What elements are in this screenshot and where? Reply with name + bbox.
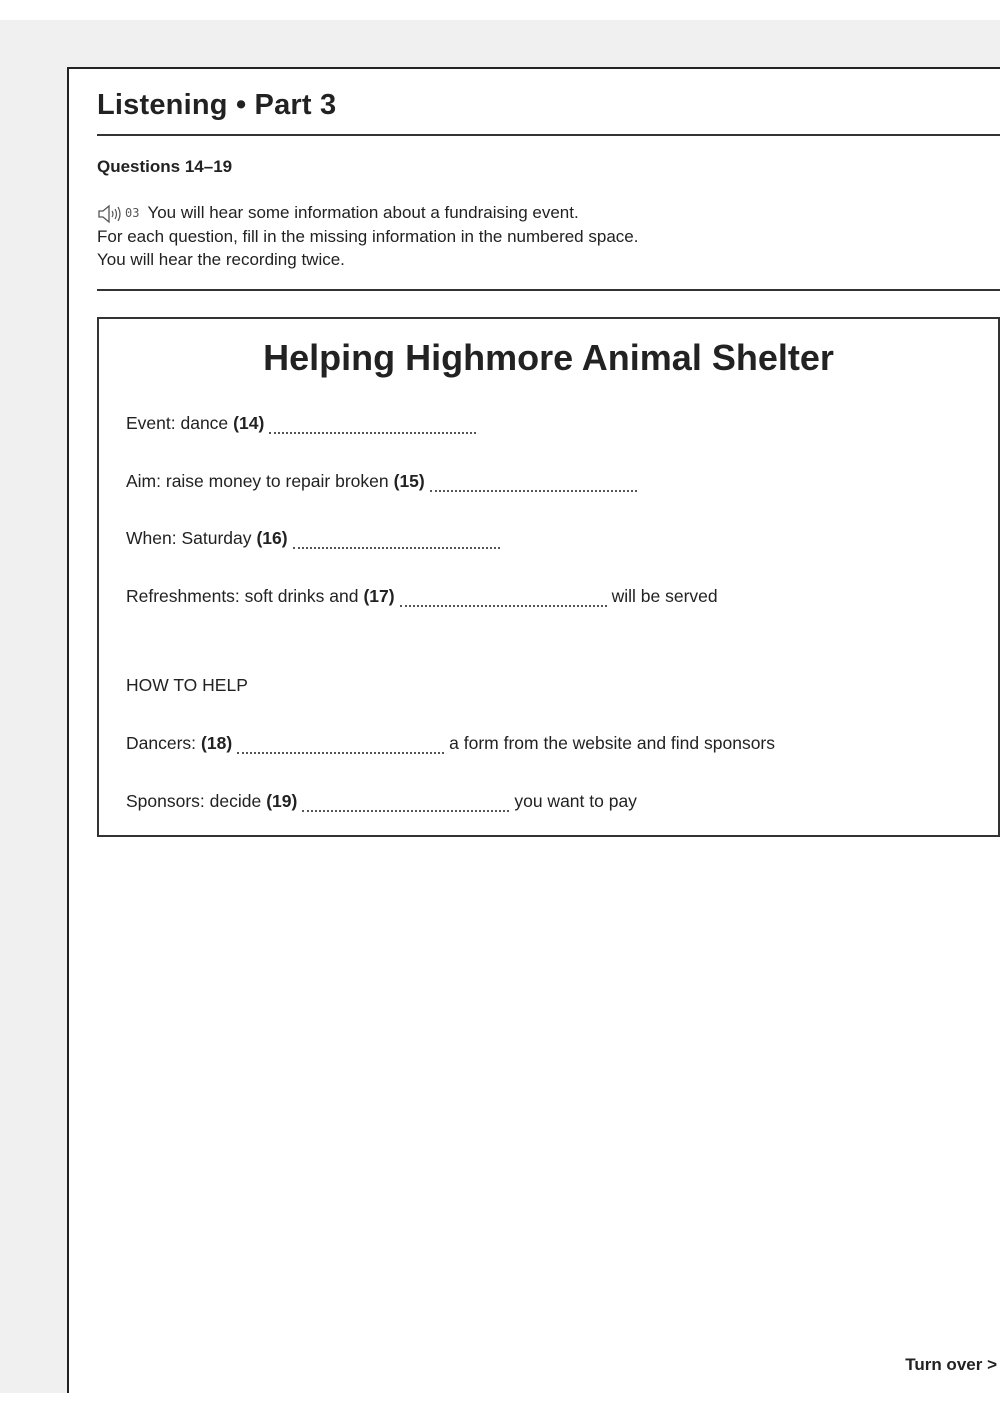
question-number: (14) (233, 413, 265, 433)
exam-page (67, 67, 1000, 1393)
note-line-14 (126, 413, 481, 434)
note-line-19 (126, 791, 637, 812)
note-prefix: Event: dance (126, 413, 229, 433)
question-number: (19) (266, 791, 298, 811)
instruction-line-3: You will hear the recording twice. (97, 250, 345, 270)
section-title: Listening • Part 3 (97, 89, 337, 121)
track-number: 03 (125, 206, 140, 221)
answer-blank-18[interactable] (237, 738, 444, 754)
note-line-15 (126, 471, 642, 492)
question-number: (17) (363, 586, 395, 606)
note-suffix: a form from the website and find sponsors (449, 733, 776, 753)
note-line-18 (126, 733, 775, 754)
answer-blank-16[interactable] (293, 533, 500, 549)
note-line-16 (126, 528, 505, 549)
note-prefix: Aim: raise money to repair broken (126, 471, 389, 491)
note-suffix: you want to pay (514, 791, 637, 811)
answer-blank-15[interactable] (430, 476, 637, 492)
questions-label: Questions 14–19 (97, 157, 233, 176)
notes-box (97, 317, 1000, 837)
instruction-line-1: You will hear some information about a fundraising event. (147, 203, 579, 222)
answer-blank-14[interactable] (269, 418, 476, 434)
how-to-help-heading (126, 675, 248, 696)
question-number: (18) (201, 733, 233, 753)
note-prefix: Refreshments: soft drinks and (126, 586, 359, 606)
note-suffix: will be served (611, 586, 718, 606)
answer-blank-17[interactable] (400, 591, 607, 607)
note-prefix: When: Saturday (126, 528, 252, 548)
question-number: (15) (393, 471, 425, 491)
instructions (97, 201, 638, 271)
note-prefix: Sponsors: decide (126, 791, 262, 811)
turn-over-label: Turn over > (905, 1355, 997, 1374)
instruction-line-2: For each question, fill in the missing information in the numbered space. (97, 227, 639, 247)
answer-blank-19[interactable] (302, 796, 509, 812)
audio-track-icon (97, 202, 139, 225)
how-to-help-label: HOW TO HELP (126, 675, 248, 695)
page-bottom-margin (0, 1393, 1000, 1413)
divider (97, 289, 1000, 291)
question-number: (16) (256, 528, 288, 548)
page-top-margin (0, 0, 1000, 20)
divider (97, 134, 1000, 136)
note-line-17 (126, 586, 718, 607)
notes-title: Helping Highmore Animal Shelter (263, 337, 834, 378)
note-prefix: Dancers: (126, 733, 197, 753)
